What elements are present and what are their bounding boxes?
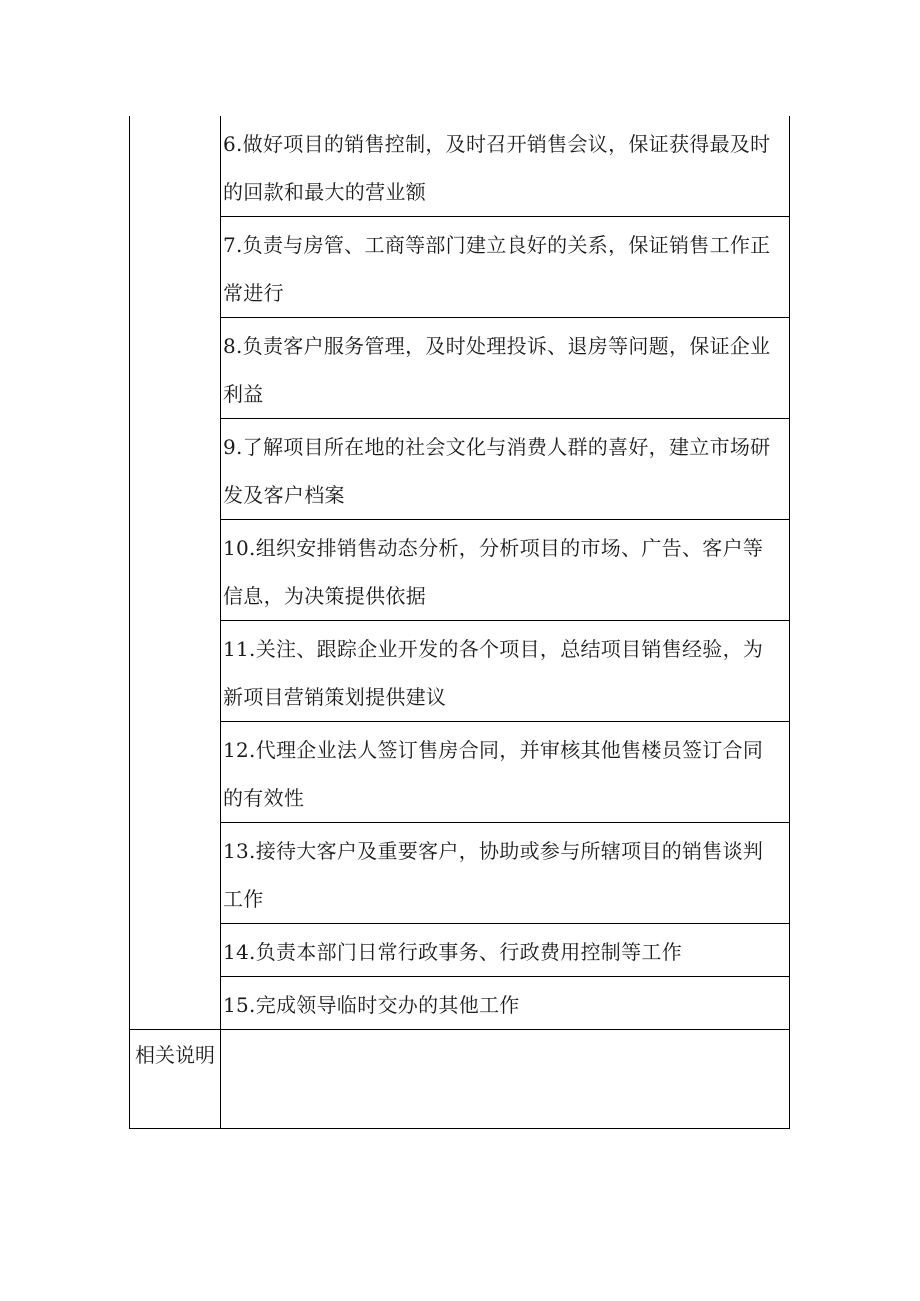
job-duties-table [129, 116, 790, 1129]
duty-row-15 [130, 977, 790, 1030]
duty-row-14 [130, 924, 790, 977]
notes-label: 相关说明 [130, 1030, 221, 1129]
duty-row-12 [130, 722, 790, 823]
duty-row-10 [130, 520, 790, 621]
duty-row-11 [130, 621, 790, 722]
duty-row-8 [130, 318, 790, 419]
duty-text: 10.组织安排销售动态分析，分析项目的市场、广告、客户等信息，为决策提供依据 [221, 520, 790, 621]
notes-row [130, 1030, 790, 1129]
duty-text: 6.做好项目的销售控制，及时召开销售会议，保证获得最及时的回款和最大的营业额 [221, 116, 790, 217]
duty-row-6 [130, 116, 790, 217]
duty-text: 9.了解项目所在地的社会文化与消费人群的喜好，建立市场研发及客户档案 [221, 419, 790, 520]
duty-text: 11.关注、跟踪企业开发的各个项目，总结项目销售经验，为新项目营销策划提供建议 [221, 621, 790, 722]
duty-text: 8.负责客户服务管理，及时处理投诉、退房等问题，保证企业利益 [221, 318, 790, 419]
duty-row-9 [130, 419, 790, 520]
duty-text: 13.接待大客户及重要客户，协助或参与所辖项目的销售谈判工作 [221, 823, 790, 924]
duty-text: 12.代理企业法人签订售房合同，并审核其他售楼员签订合同的有效性 [221, 722, 790, 823]
duty-text: 7.负责与房管、工商等部门建立良好的关系，保证销售工作正常进行 [221, 217, 790, 318]
duty-row-7 [130, 217, 790, 318]
duty-text: 14.负责本部门日常行政事务、行政费用控制等工作 [221, 924, 790, 977]
notes-content [221, 1030, 790, 1129]
duty-text: 15.完成领导临时交办的其他工作 [221, 977, 790, 1030]
duty-row-13 [130, 823, 790, 924]
duty-label-cell [130, 116, 221, 1030]
